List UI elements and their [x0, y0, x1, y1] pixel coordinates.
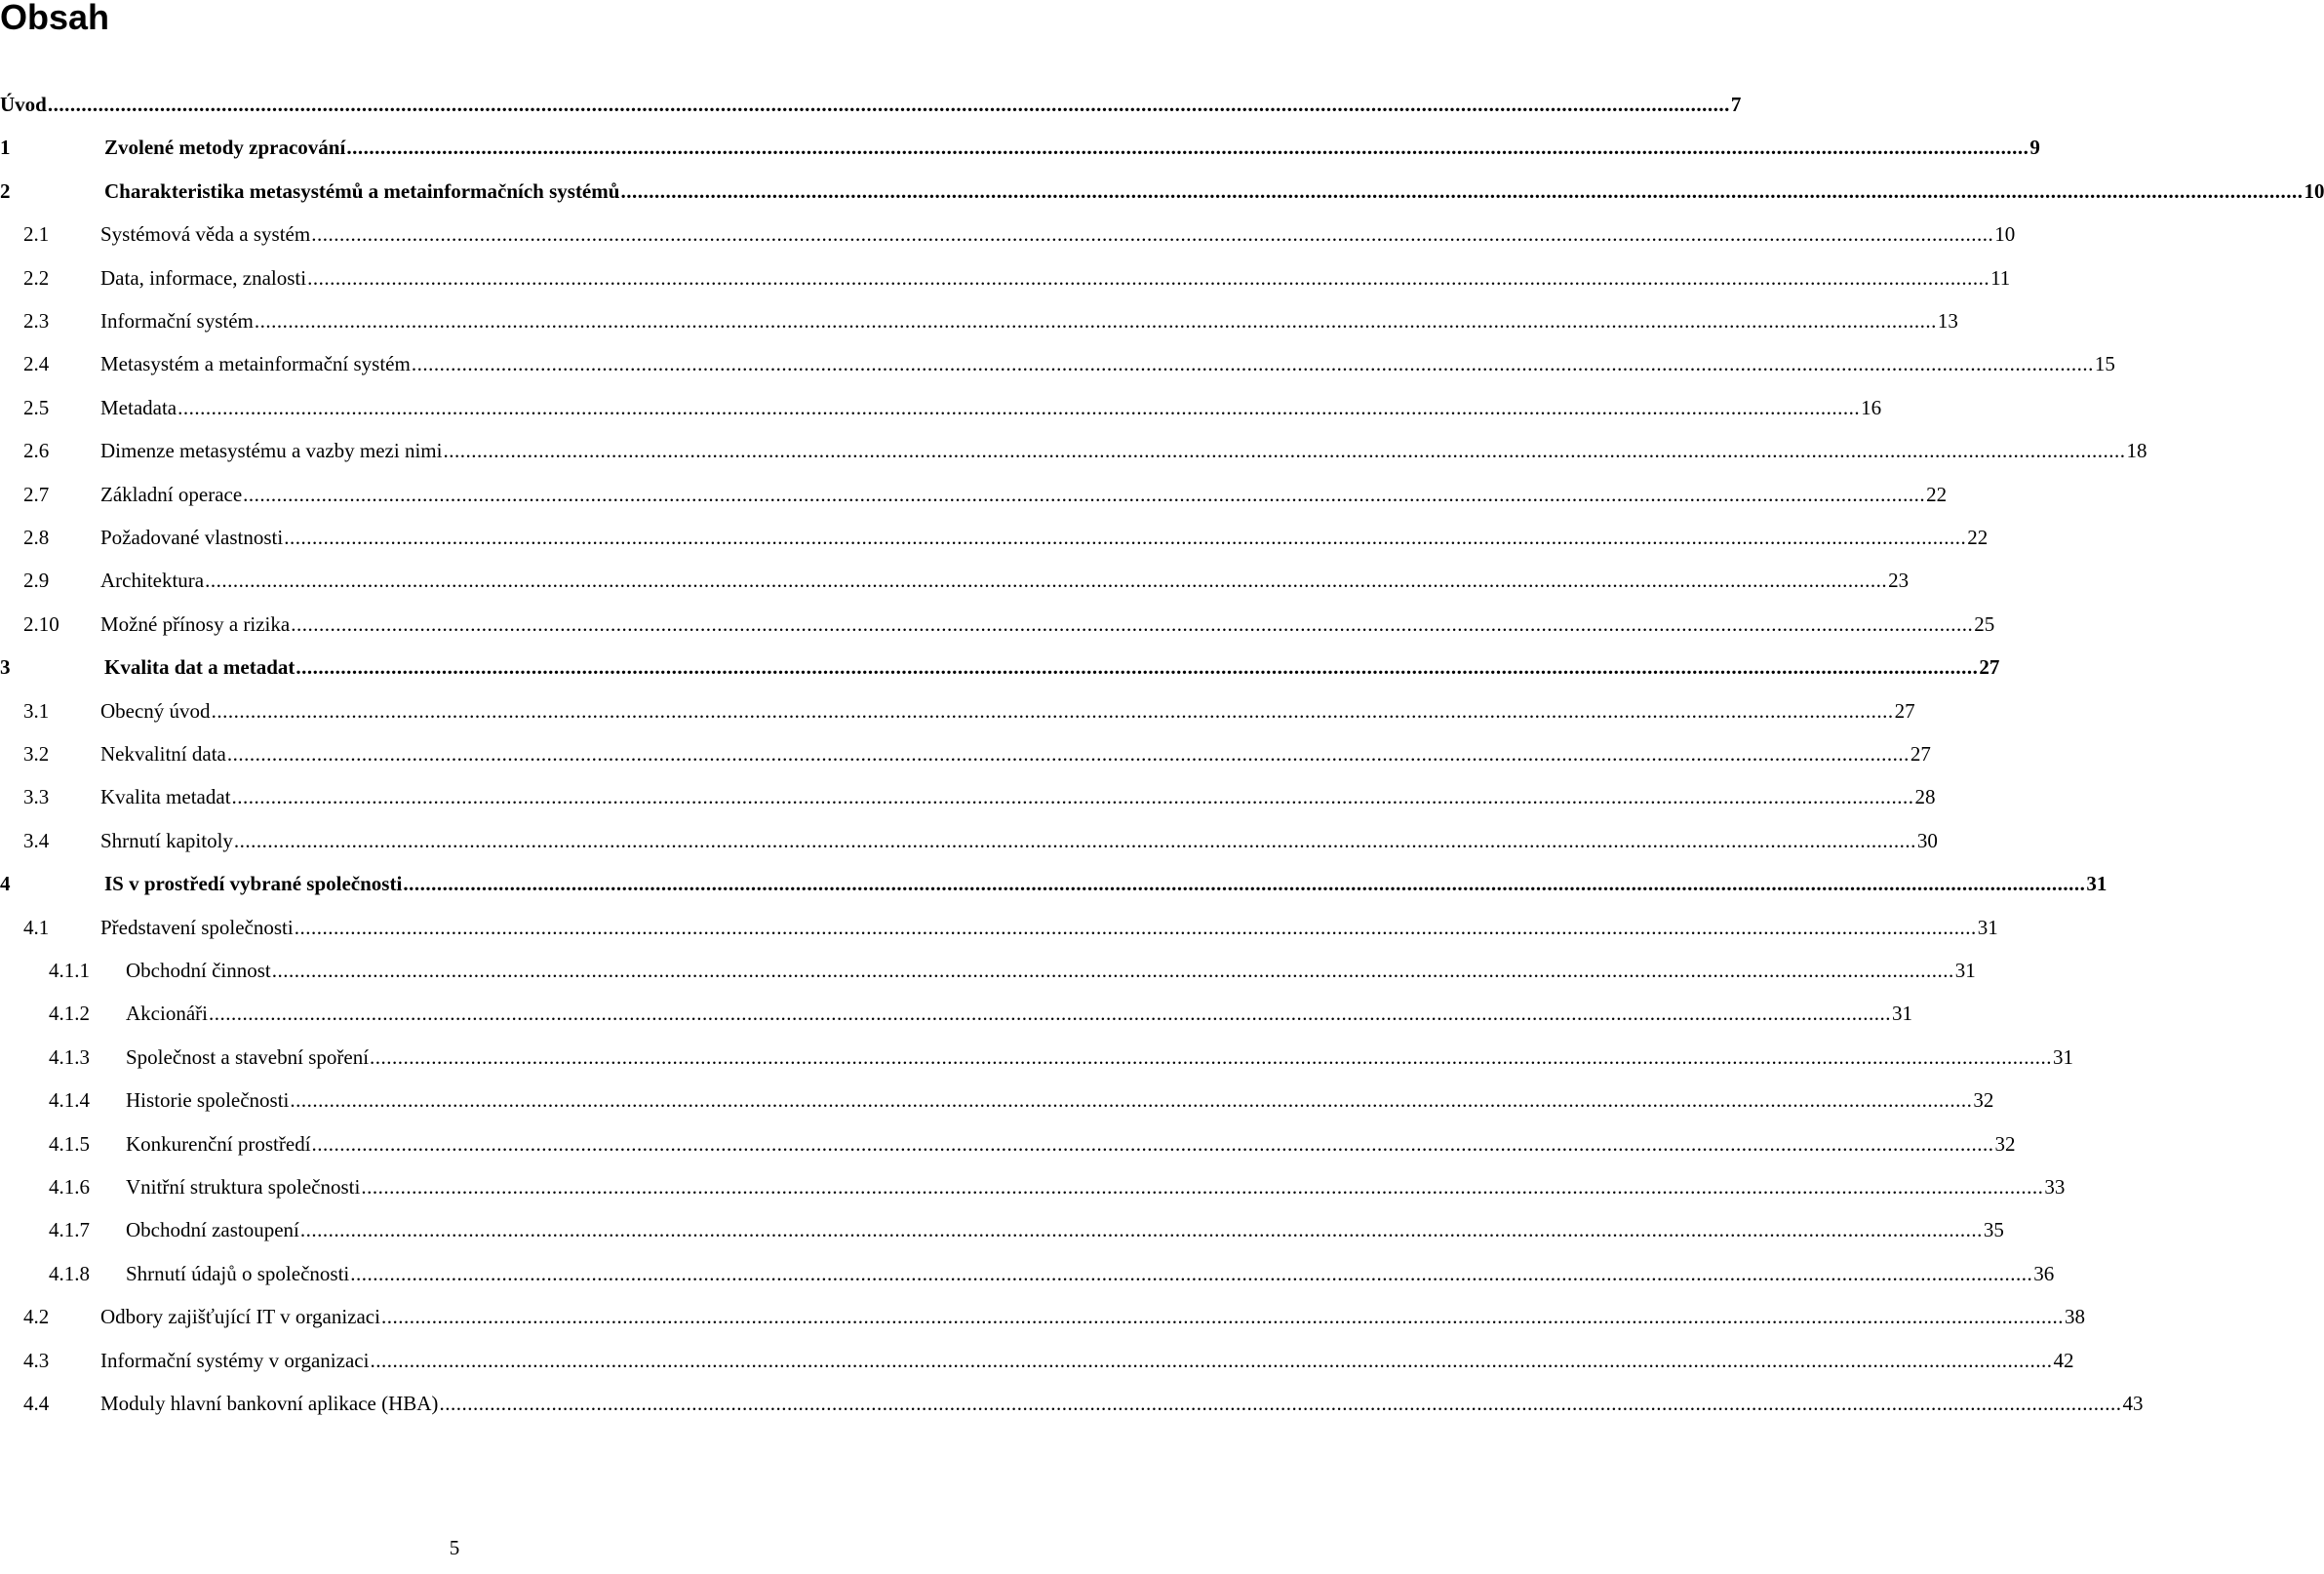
toc-entry-number: Úvod [0, 93, 47, 116]
toc-entry-page: 13 [1937, 309, 1958, 333]
toc-entry[interactable] [0, 1215, 2004, 1244]
toc-entry-number: 2 [0, 178, 11, 203]
toc-entry-line [100, 782, 1936, 811]
toc-entry-line [100, 1346, 2074, 1375]
toc-entry-title: Moduly hlavní bankovní aplikace (HBA) [100, 1392, 439, 1415]
toc-entry-line [126, 956, 1976, 985]
toc-entry[interactable] [0, 566, 1910, 595]
dot-leader: ............................................................................................................................................................................................................................................................................................................ [403, 872, 2086, 896]
toc-entry-page: 9 [2029, 136, 2040, 160]
toc-entry-page: 25 [1974, 611, 1995, 636]
toc-entry-title: Kvalita metadat [100, 785, 231, 809]
toc-entry-number: 4.4 [23, 1392, 50, 1415]
toc-entry[interactable] [0, 393, 1882, 422]
page-title: Obsah [0, 0, 110, 37]
toc-entry-title: Základní operace [100, 482, 243, 506]
toc-entry-line [100, 393, 1882, 422]
toc-entry[interactable] [0, 1346, 2074, 1375]
toc-entry-line [100, 610, 1995, 639]
toc-entry-title: Obecný úvod [100, 698, 211, 723]
toc-entry-number: 2.4 [23, 352, 50, 376]
dot-leader: ............................................................................................................................................................................................................................................................................................................ [311, 222, 1994, 247]
toc-entry-number: 4.1 [23, 915, 50, 939]
toc-entry-page: 22 [1926, 482, 1948, 506]
toc-entry-line [100, 826, 1938, 855]
dot-leader: ............................................................................................................................................................................................................................................................................................................ [299, 1218, 1983, 1242]
toc-entry-title: Obchodní činnost [126, 959, 271, 982]
toc-entry-page: 27 [1910, 742, 1931, 766]
dot-leader: ............................................................................................................................................................................................................................................................................................................ [350, 1261, 2033, 1285]
toc-entry-title: Data, informace, znalosti [100, 265, 307, 290]
toc-entry-title: IS v prostředí vybrané společnosti [104, 872, 403, 896]
dot-leader: ............................................................................................................................................................................................................................................................................................................ [291, 611, 1974, 636]
toc-entry-title: Charakteristika metasystémů a metainformačních systémů [104, 178, 620, 203]
dot-leader: ............................................................................................................................................................................................................................................................................................................ [307, 265, 1990, 290]
toc-entry-number: 4.1.5 [49, 1131, 90, 1156]
toc-entry[interactable] [0, 652, 2000, 682]
toc-entry-number: 2.8 [23, 526, 50, 549]
toc-entry-number: 2.3 [23, 309, 50, 333]
toc-entry[interactable] [0, 696, 1915, 726]
toc-entry-title: Možné přínosy a rizika [100, 611, 291, 636]
toc-entry-page: 7 [1730, 93, 1742, 116]
toc-entry[interactable] [0, 956, 1976, 985]
dot-leader: ............................................................................................................................................................................................................................................................................................................ [271, 959, 1954, 982]
dot-leader: ............................................................................................................................................................................................................................................................................................................ [208, 1002, 1891, 1026]
toc-entry-line [100, 306, 1958, 335]
toc-entry-title: Vnitřní struktura společnosti [126, 1175, 361, 1199]
toc-entry-title: Představení společnosti [100, 915, 294, 939]
toc-entry[interactable] [0, 90, 1742, 119]
toc-entry-line [126, 1259, 2055, 1288]
dot-leader: ............................................................................................................................................................................................................................................................................................................ [205, 569, 1888, 593]
toc-entry[interactable] [0, 782, 1936, 811]
toc-entry-number: 3.1 [23, 698, 50, 723]
toc-entry[interactable] [0, 480, 1948, 509]
toc-entry-title: Společnost a stavební spoření [126, 1044, 370, 1069]
toc-entry-number: 2.7 [23, 482, 50, 506]
toc-entry-page: 32 [1973, 1088, 1994, 1113]
toc-entry[interactable] [0, 869, 2107, 898]
toc-entry-number: 4.1.6 [49, 1175, 90, 1199]
dot-leader: ............................................................................................................................................................................................................................................................................................................ [47, 93, 1730, 116]
toc-entry-title: Historie společnosti [126, 1088, 290, 1113]
toc-entry-page: 31 [1954, 959, 1976, 982]
toc-entry-page: 27 [1979, 655, 2000, 680]
toc-entry[interactable] [0, 263, 2011, 293]
toc-entry-page: 43 [2122, 1392, 2144, 1415]
toc-entry-line [104, 869, 2107, 898]
toc-entry[interactable] [0, 219, 2016, 249]
toc-entry-title: Odbory zajišťující IT v organizaci [100, 1305, 380, 1329]
toc-entry-page: 33 [2044, 1175, 2066, 1199]
toc-entry-number: 4.1.4 [49, 1088, 90, 1113]
toc-entry-number: 4.1.3 [49, 1044, 90, 1069]
toc-entry-page: 31 [1891, 1002, 1912, 1026]
toc-entry[interactable] [0, 913, 1998, 942]
toc-entry-title: Metasystém a metainformační systém [100, 352, 411, 376]
toc-entry-number: 2.1 [23, 222, 50, 247]
dot-leader: ............................................................................................................................................................................................................................................................................................................ [295, 655, 1979, 680]
dot-leader: ............................................................................................................................................................................................................................................................................................................ [370, 1044, 2053, 1069]
toc-entry[interactable] [0, 1302, 2085, 1331]
dot-leader: ............................................................................................................................................................................................................................................................................................................ [411, 352, 2094, 376]
toc-entry-page: 35 [1983, 1218, 2004, 1242]
toc-entry[interactable] [0, 177, 2324, 206]
toc-entry[interactable] [0, 1085, 1994, 1115]
toc-entry-line [100, 219, 2016, 249]
dot-leader: ............................................................................................................................................................................................................................................................................................................ [370, 1348, 2053, 1372]
dot-leader: ............................................................................................................................................................................................................................................................................................................ [226, 742, 1910, 766]
toc-entry-page: 38 [2064, 1305, 2085, 1329]
toc-entry[interactable] [0, 1259, 2055, 1288]
toc-entry-line [126, 1172, 2066, 1201]
toc-entry-line [126, 999, 1912, 1028]
toc-entry-page: 10 [2304, 178, 2324, 203]
toc-entry-number: 2.9 [23, 569, 50, 593]
toc-entry-page: 23 [1888, 569, 1910, 593]
dot-leader: ............................................................................................................................................................................................................................................................................................................ [211, 698, 1894, 723]
toc-entry-title: Kvalita dat a metadat [104, 655, 295, 680]
toc-entry[interactable] [0, 739, 1931, 768]
toc-entry[interactable] [0, 523, 1989, 552]
toc-entry-number: 3.2 [23, 742, 50, 766]
toc-entry-number: 2.6 [23, 439, 50, 463]
toc-entry-number: 2.10 [23, 611, 59, 636]
toc-entry-line [100, 523, 1989, 552]
toc-entry-page: 16 [1861, 395, 1882, 419]
toc-entry-number: 4.1.8 [49, 1261, 90, 1285]
toc-entry-page: 31 [1977, 915, 1998, 939]
toc-entry[interactable] [0, 610, 1995, 639]
toc-entry-page: 11 [1990, 265, 2011, 290]
toc-entry-page: 27 [1894, 698, 1915, 723]
toc-entry-number: 3.4 [23, 828, 50, 852]
toc-entry-page: 42 [2053, 1348, 2074, 1372]
toc-entry-page: 22 [1967, 526, 1989, 549]
toc-entry-title: Shrnutí kapitoly [100, 828, 233, 852]
toc-entry-number: 4.1.2 [49, 1002, 90, 1026]
toc-entry-line [104, 133, 2040, 162]
toc-entry-number: 1 [0, 136, 11, 160]
toc-entry-title: Požadované vlastnosti [100, 526, 284, 549]
toc-entry-title: Akcionáři [126, 1002, 208, 1026]
dot-leader: ............................................................................................................................................................................................................................................................................................................ [231, 785, 1914, 809]
toc-entry-line [100, 913, 1998, 942]
toc-entry-line [100, 696, 1915, 726]
toc-entry-number: 3.3 [23, 785, 50, 809]
toc-entry-number: 4.2 [23, 1305, 50, 1329]
dot-leader: ............................................................................................................................................................................................................................................................................................................ [254, 309, 1937, 333]
dot-leader: ............................................................................................................................................................................................................................................................................................................ [439, 1392, 2122, 1415]
dot-leader: ............................................................................................................................................................................................................................................................................................................ [177, 395, 1861, 419]
toc-entry-line [100, 1302, 2085, 1331]
toc-entry[interactable] [0, 133, 2040, 162]
toc-entry-page: 30 [1916, 828, 1938, 852]
toc-entry-line [126, 1215, 2004, 1244]
dot-leader: ............................................................................................................................................................................................................................................................................................................ [243, 482, 1926, 506]
page-number: 5 [449, 1536, 460, 1559]
toc-entry-title: Obchodní zastoupení [126, 1218, 299, 1242]
toc-entry-line [100, 566, 1910, 595]
toc-entry-line [0, 90, 1742, 119]
toc-entry[interactable] [0, 349, 2115, 378]
toc-entry-number: 4.1.7 [49, 1218, 90, 1242]
dot-leader: ............................................................................................................................................................................................................................................................................................................ [311, 1131, 1994, 1156]
toc-entry-line [100, 436, 2147, 465]
toc-entry[interactable] [0, 1129, 2016, 1159]
toc-entry-number: 4 [0, 872, 11, 896]
toc-entry-title: Zvolené metody zpracování [104, 136, 346, 160]
toc-entry-title: Konkurenční prostředí [126, 1131, 311, 1156]
toc-entry-number: 2.5 [23, 395, 50, 419]
toc-entry-title: Informační systémy v organizaci [100, 1348, 370, 1372]
toc-entry-title: Systémová věda a systém [100, 222, 311, 247]
dot-leader: ............................................................................................................................................................................................................................................................................................................ [346, 136, 2029, 160]
toc-entry[interactable] [0, 1389, 2144, 1418]
toc-entry[interactable] [0, 999, 1912, 1028]
toc-entry-page: 32 [1994, 1131, 2016, 1156]
toc-entry[interactable] [0, 826, 1938, 855]
dot-leader: ............................................................................................................................................................................................................................................................................................................ [233, 828, 1916, 852]
toc-entry-number: 4.1.1 [49, 959, 90, 982]
toc-entry-line [126, 1129, 2016, 1159]
dot-leader: ............................................................................................................................................................................................................................................................................................................ [380, 1305, 2064, 1329]
toc-entry-page: 36 [2033, 1261, 2055, 1285]
dot-leader: ............................................................................................................................................................................................................................................................................................................ [620, 178, 2304, 203]
dot-leader: ............................................................................................................................................................................................................................................................................................................ [294, 915, 1977, 939]
toc-entry-line [100, 480, 1948, 509]
toc-entry-title: Metadata [100, 395, 177, 419]
toc-entry-number: 3 [0, 655, 11, 680]
toc-entry-page: 10 [1994, 222, 2016, 247]
toc-entry-page: 31 [2053, 1044, 2074, 1069]
toc-entry-line [126, 1043, 2074, 1072]
toc-entry-page: 18 [2126, 439, 2147, 463]
toc-entry-line [104, 652, 2000, 682]
dot-leader: ............................................................................................................................................................................................................................................................................................................ [290, 1088, 1973, 1113]
toc-entry-title: Nekvalitní data [100, 742, 226, 766]
toc-entry-line [126, 1085, 1994, 1115]
toc-entry-line [100, 1389, 2144, 1418]
toc-entry-number: 4.3 [23, 1348, 50, 1372]
toc-entry-line [100, 349, 2115, 378]
toc-entry[interactable] [0, 1172, 2066, 1201]
toc-entry[interactable] [0, 306, 1958, 335]
dot-leader: ............................................................................................................................................................................................................................................................................................................ [284, 526, 1967, 549]
toc-entry-line [100, 263, 2011, 293]
toc-entry-page: 28 [1914, 785, 1936, 809]
dot-leader: ............................................................................................................................................................................................................................................................................................................ [361, 1175, 2044, 1199]
toc-entry[interactable] [0, 436, 2147, 465]
toc-entry-title: Informační systém [100, 309, 254, 333]
toc-entry-title: Shrnutí údajů o společnosti [126, 1261, 350, 1285]
toc-entry-title: Architektura [100, 569, 205, 593]
toc-entry-page: 31 [2086, 872, 2107, 896]
toc-entry[interactable] [0, 1043, 2074, 1072]
toc-entry-title: Dimenze metasystému a vazby mezi nimi [100, 439, 443, 463]
dot-leader: ............................................................................................................................................................................................................................................................................................................ [443, 439, 2126, 463]
toc-entry-number: 2.2 [23, 265, 50, 290]
toc-entry-line [104, 177, 2324, 206]
toc-entry-page: 15 [2094, 352, 2115, 376]
toc-entry-line [100, 739, 1931, 768]
